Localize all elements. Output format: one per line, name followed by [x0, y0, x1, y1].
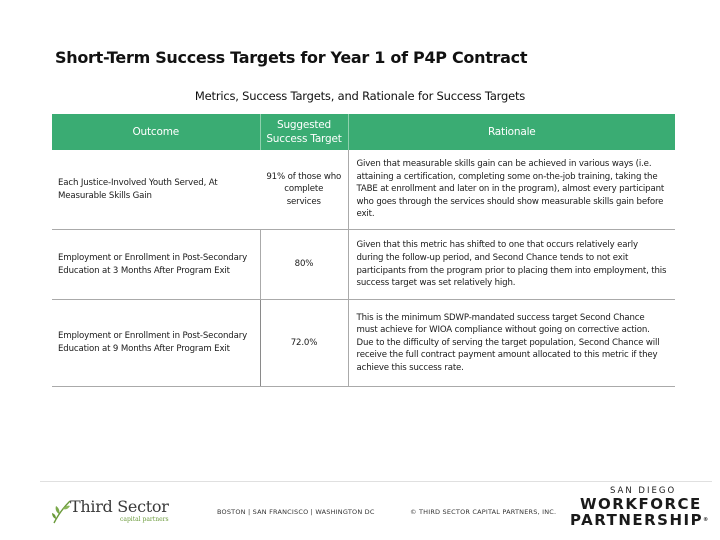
sdwp-logo-line1: SAN DIEGO: [610, 486, 677, 496]
footer-divider: [40, 481, 712, 482]
row-rationale: Given that measurable skills gain can be achieved in various ways (i.e. attaining a certification, completing some on-the-job training, taking the TABE at enrollment and later on in the program), almost every participant who goes through the services should show measurable skills gain before exit.: [356, 159, 665, 220]
row-target: 72.0%: [260, 300, 348, 387]
header-target: Suggested Success Target: [260, 114, 348, 150]
row-target: 91% of those who complete services: [260, 150, 348, 230]
row-target: 80%: [260, 230, 348, 300]
third-sector-leaf-icon: [50, 497, 72, 527]
table-row: [52, 300, 675, 387]
sdwp-logo-line3: [570, 512, 710, 528]
third-sector-logo: [50, 497, 175, 527]
header-outcome: Outcome: [52, 114, 260, 150]
footer-cities: BOSTON | SAN FRANCISCO | WASHINGTON DC: [217, 508, 375, 516]
footer-copyright: © THIRD SECTOR CAPITAL PARTNERS, INC.: [410, 508, 557, 516]
header-rationale: Rationale: [348, 114, 675, 150]
third-sector-tagline: capital partners: [120, 516, 169, 523]
table-title: Metrics, Success Targets, and Rationale for Success Targets: [194, 89, 526, 103]
row-outcome: Employment or Enrollment in Post-Secondary Education at 3 Months After Program Exit: [52, 230, 260, 300]
sdwp-logo-line3-text: PARTNERSHIP: [570, 511, 704, 529]
table-row: [52, 150, 675, 230]
row-outcome: Employment or Enrollment in Post-Secondary Education at 9 Months After Program Exit: [52, 300, 260, 387]
row-outcome: Each Justice-Involved Youth Served, At Measurable Skills Gain: [58, 177, 218, 201]
sdwp-logo-mark: ®: [703, 517, 710, 523]
metrics-table: [52, 114, 675, 387]
sdwp-logo-line2: WORKFORCE: [580, 495, 702, 513]
third-sector-name: Third Sector: [70, 497, 169, 516]
table-header-row: [52, 114, 675, 150]
sdwp-logo: [570, 487, 710, 532]
row-rationale: This is the minimum SDWP-mandated success target Second Chance must achieve for WIOA compliance without going on corrective action. Due to the difficulty of serving the target population, Second Chance will receive the full contract payment amount allocated to this metric if they achieve this success rate.: [348, 300, 675, 387]
slide-title: Short-Term Success Targets for Year 1 of P4P Contract: [55, 48, 528, 67]
table-row: [52, 230, 675, 300]
row-rationale: Given that this metric has shifted to one that occurs relatively early during the follow-up period, and Second Chance tends to not exit participants from the program prior to placing them into employment, this success target was set relatively high.: [348, 230, 675, 300]
